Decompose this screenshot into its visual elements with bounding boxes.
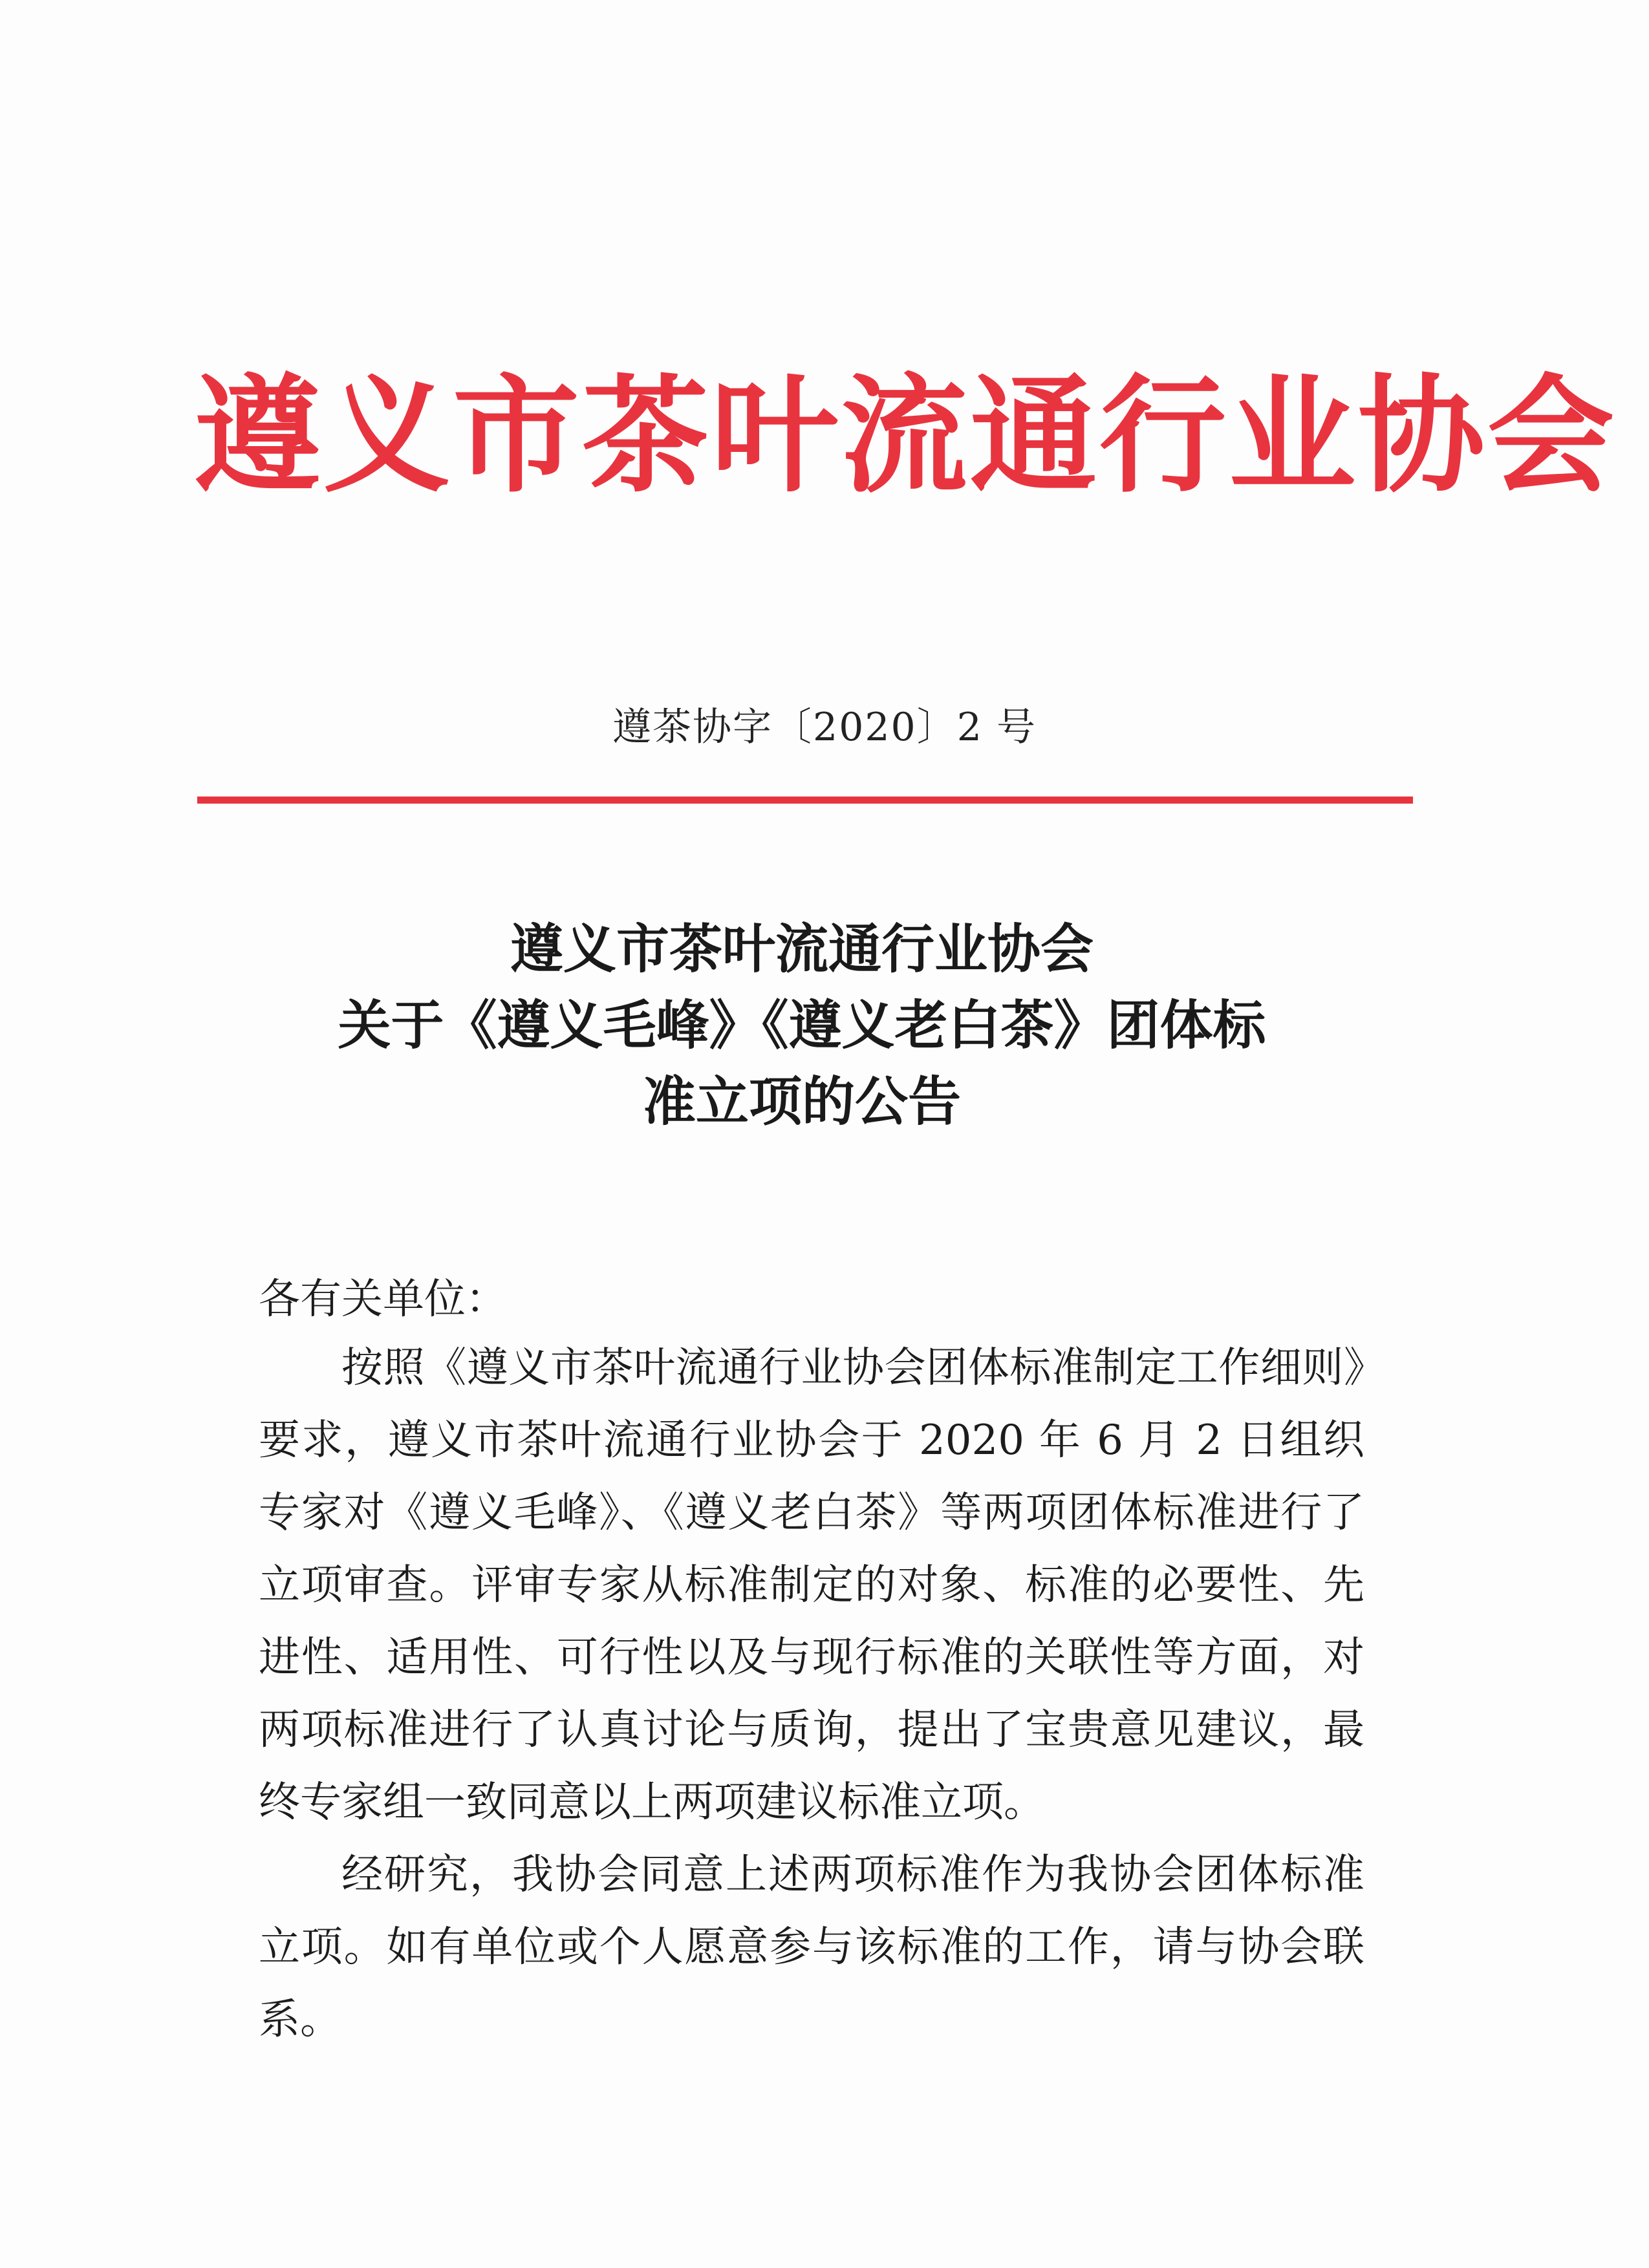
salutation: 各有关单位： — [259, 1276, 507, 1323]
paragraph-1: 按照《遵义市茶叶流通行业协会团体标准制定工作细则》要求，遵义市茶叶流通行业协会于 2020 年 6 月 2 日组织专家对《遵义毛峰》、《遵义老白茶》等两项团体标准进行了立项审查。评审专家从标准制定的对象、标准的必要性、先进性、适用性、可行性以及与现行标准的关联性等方面，对两项标准进行了认真讨论与质询，提出了宝贵意见建议，最终专家组一致同意以上两项建议标准立项。 — [259, 1344, 1364, 1826]
red-divider-line — [197, 797, 1413, 804]
title-line-1: 遵义市茶叶流通行业协会 — [510, 919, 1094, 980]
title-line-3: 准立项的公告 — [642, 1071, 961, 1133]
title-line-2: 关于《遵义毛峰》《遵义老白茶》团体标 — [338, 995, 1266, 1056]
masthead-title: 遵义市茶叶流通行业协会 — [194, 363, 1617, 510]
announcement-title — [194, 912, 1410, 1140]
body-text — [259, 1332, 1364, 2056]
paragraph-2: 经研究，我协会同意上述两项标准作为我协会团体标准立项。如有单位或个人愿意参与该标准的工作，请与协会联系。 — [259, 1851, 1364, 2044]
document-number: 遵茶协字〔2020〕2 号 — [612, 705, 1037, 750]
